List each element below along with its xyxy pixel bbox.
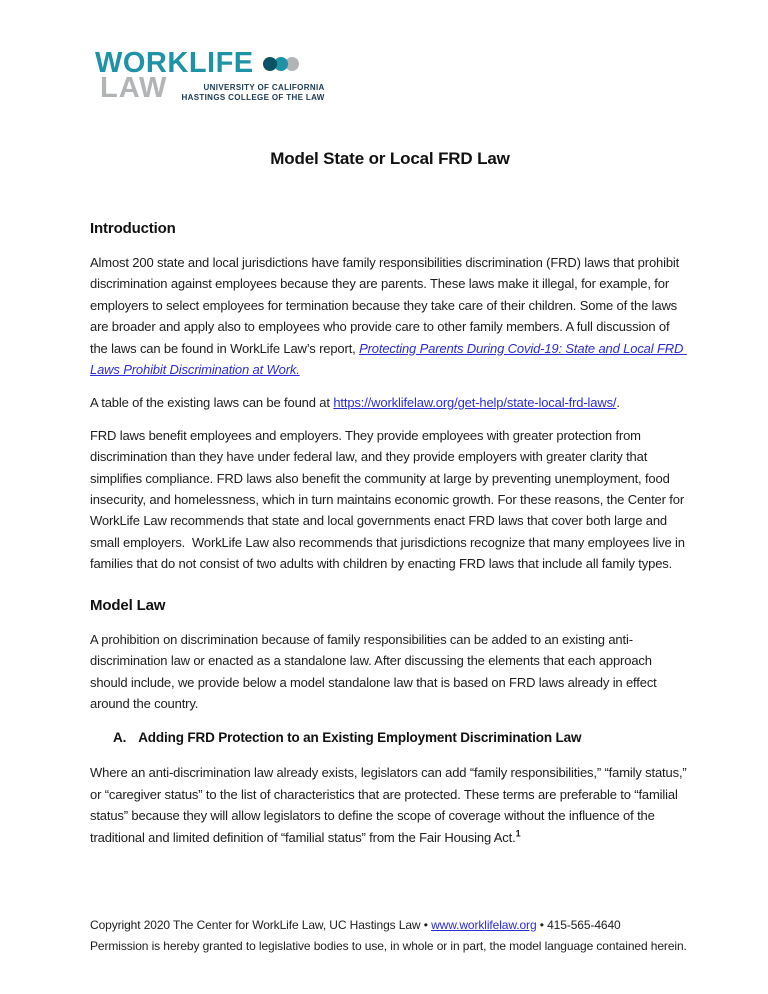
- footer-permission-line: Permission is hereby granted to legislative bodies to use, in whole or in part, the model language contained herein.: [90, 938, 687, 953]
- footer-copyright-text: Copyright 2020 The Center for WorkLife Law, UC Hastings Law •: [90, 918, 432, 932]
- section-heading-introduction: Introduction: [90, 220, 176, 237]
- state-local-frd-laws-link[interactable]: https://worklifelaw.org/get-help/state-local-frd-laws/: [333, 394, 617, 410]
- logo-institution-name: [181, 83, 324, 102]
- intro-paragraph-1: [90, 252, 690, 380]
- logo-wordmark-law: LAW: [100, 72, 168, 104]
- worklifelaw-org-link[interactable]: www.worklifelaw.org: [431, 918, 537, 932]
- worklife-law-logo: [95, 46, 325, 104]
- intro-paragraph-1-text: Almost 200 state and local jurisdictions have family responsibilities discrimination (FRD) laws that prohibit discrimination against employees because they are parents. These laws make it illegal, for example, for employers to select employees for termination because they take care of their children. Some of the laws are broader and apply also to employees who provide care to other family members. A full discussion of the laws can be found in WorkLife Law’s report,: [90, 255, 683, 356]
- intro-paragraph-2-period: .: [616, 394, 620, 410]
- logo-institution-line2: HASTINGS COLLEGE OF THE LAW: [181, 92, 325, 102]
- footnote-reference-1: 1: [515, 828, 521, 839]
- document-body: [90, 147, 690, 859]
- page-title: Model State or Local FRD Law: [270, 149, 510, 168]
- logo-dots-icon: [263, 57, 299, 71]
- subsection-a-heading-text: Adding FRD Protection to an Existing Employment Discrimination Law: [138, 730, 582, 746]
- intro-paragraph-2-text: A table of the existing laws can be found at: [90, 394, 334, 410]
- logo-dark-dot-icon: [263, 57, 277, 71]
- subsection-a-label: A.: [113, 730, 127, 746]
- footer-phone-text: • 415-565-4640: [536, 918, 621, 932]
- footer-copyright-line: [90, 915, 690, 936]
- model-law-paragraph: A prohibition on discrimination because of family responsibilities can be added to an existing anti-discrimination law or enacted as a standalone law. After discussing the elements that each approach should include, we provide below a model standalone law that is based on FRD laws already in effect around the country.: [90, 631, 661, 711]
- intro-paragraph-2: [90, 392, 690, 413]
- protecting-parents-report-link[interactable]: Protecting Parents During Covid-19: State and Local FRD Laws Prohibit Discrimination at Work.: [90, 340, 687, 378]
- subsection-a-heading: [90, 728, 690, 748]
- section-heading-model-law: Model Law: [90, 596, 166, 614]
- logo-wordmark-worklife: WORKLIFE: [95, 46, 254, 79]
- intro-paragraph-3: FRD laws benefit employees and employers. They provide employees with greater protection from discrimination than they have under federal law, and they provide employers with greater clarity that simplifies compliance. FRD laws also benefit the community at large by preventing unemployment, food insecurity, and homelessness, which in turn maintains economic growth. For these reasons, the Center for WorkLife Law recommends that state and local governments enact FRD laws that cover both large and small employers. WorkLife Law also recommends that jurisdictions recognize that many employees live in families that do not consist of two adults with children by enacting FRD laws that include all family types.: [90, 427, 689, 572]
- logo-institution-line1: UNIVERSITY OF CALIFORNIA: [203, 83, 325, 92]
- page-footer: [90, 915, 690, 956]
- subsection-a-paragraph: [90, 762, 690, 848]
- subsection-a-paragraph-text: Where an anti-discrimination law already exists, legislators can add “family responsibilities,” “family status,” or “caregiver status” to the list of characteristics that are protected. These terms are preferable to “familial status” because they will allow legislators to define the scope of coverage without the influence of the traditional and limited definition of “familial status” from the Fair Housing Act.: [90, 765, 691, 845]
